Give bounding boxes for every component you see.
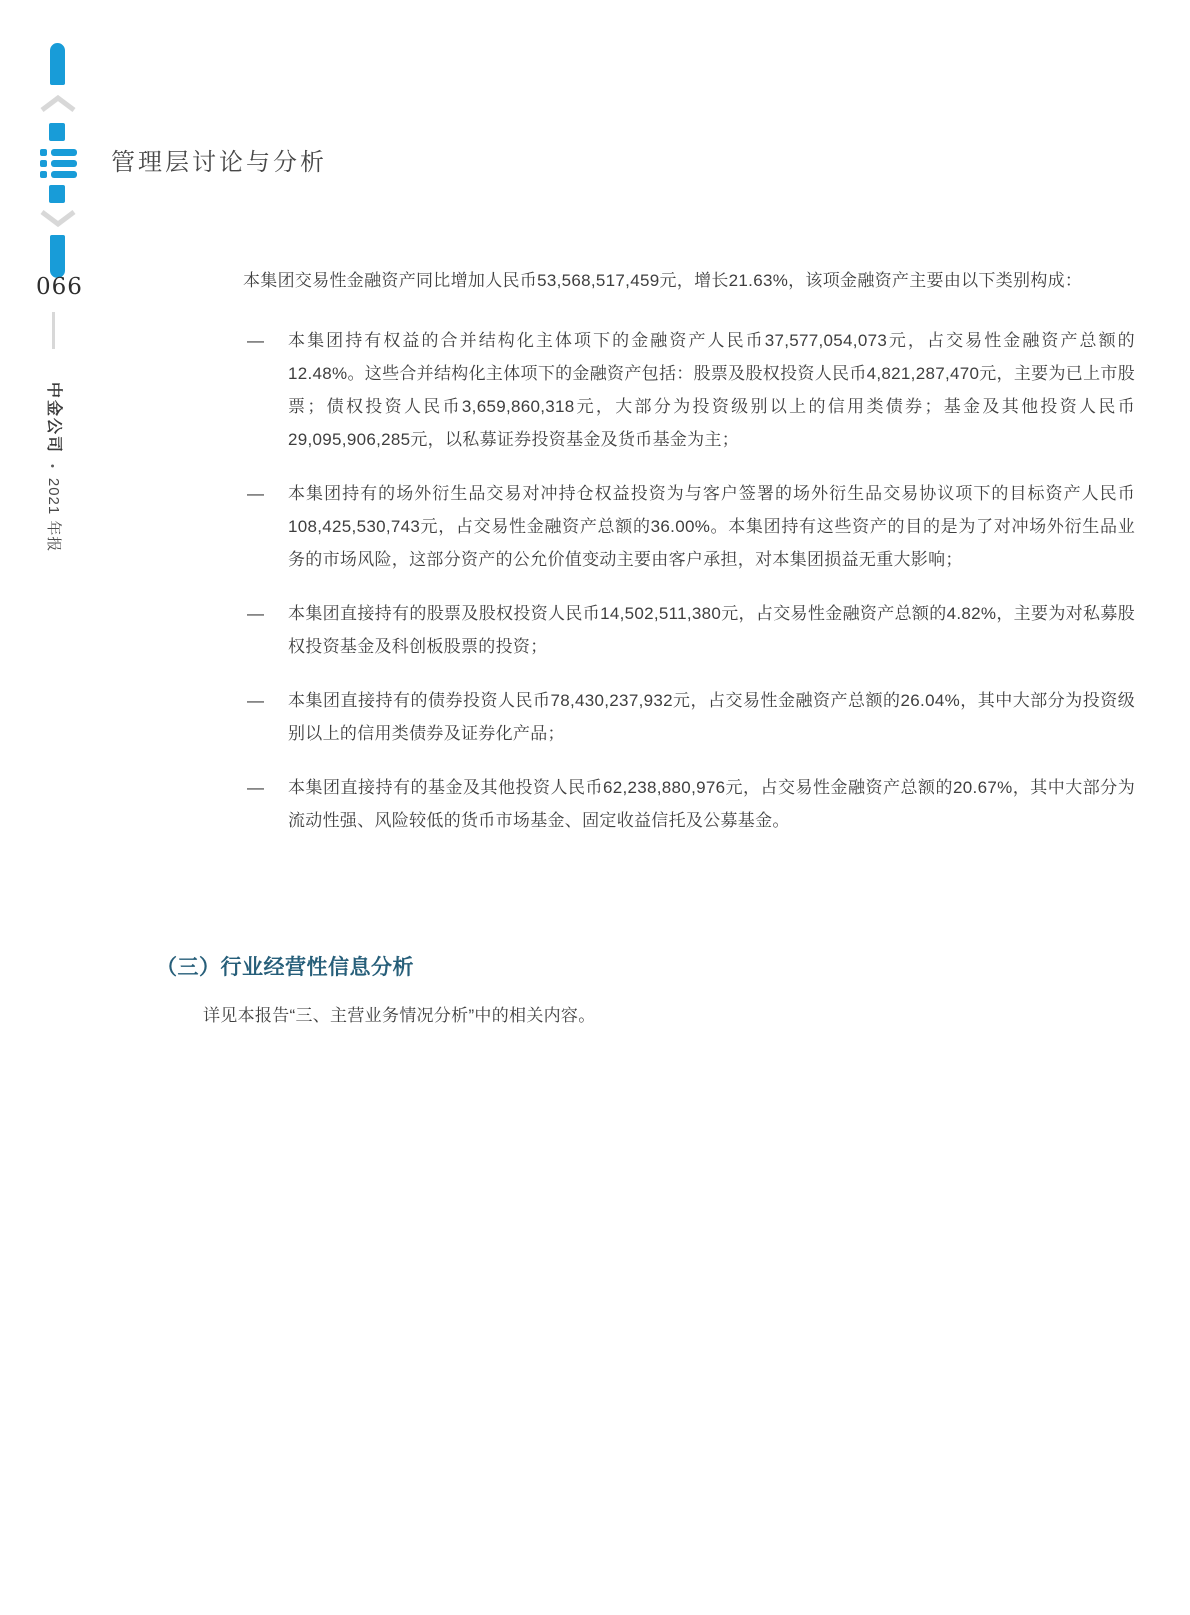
bullet-dash: — — [247, 604, 265, 623]
list-icon-dot — [40, 160, 47, 167]
list-icon-bar — [51, 171, 77, 178]
bullet-item — [243, 684, 1135, 750]
closing-paragraph: 详见本报告“三、主营业务情况分析”中的相关内容。 — [203, 1006, 596, 1025]
deco-square-bottom — [49, 185, 65, 203]
deco-square-top — [49, 123, 65, 141]
list-icon-row — [40, 171, 77, 178]
deco-bar-top — [50, 43, 65, 85]
spine-company-name: 中金公司 — [45, 382, 62, 455]
list-icon-row — [40, 149, 77, 156]
spine-text — [42, 382, 63, 552]
deco-bar-bottom — [50, 235, 65, 278]
list-icon-bar — [51, 160, 77, 167]
bullet-text: 本集团直接持有的基金及其他投资人民币62,238,880,976元，占交易性金融资产总额的20.67%，其中大部分为流动性强、风险较低的货币市场基金、固定收益信托及公募基金。 — [288, 778, 1135, 830]
bullet-item — [243, 771, 1135, 837]
bullet-text: 本集团持有的场外衍生品交易对冲持仓权益投资为与客户签署的场外衍生品交易协议项下的目标资产人民币108,425,530,743元，占交易性金融资产总额的36.00%。本集团持有这些资产的目的是为了对冲场外衍生品业务的市场风险，这部分资产的公允价值变动主要由客户承担，对本集团损益无重大影响； — [288, 484, 1135, 569]
list-icon — [40, 149, 77, 178]
bullet-dash: — — [247, 484, 265, 503]
bullet-dash: — — [247, 778, 265, 797]
list-icon-bar — [51, 149, 77, 156]
bullet-item — [243, 324, 1135, 456]
bullet-text: 本集团直接持有的债券投资人民币78,430,237,932元，占交易性金融资产总额的26.04%，其中大部分为投资级别以上的信用类债券及证券化产品； — [288, 691, 1135, 743]
bullet-item — [243, 477, 1135, 576]
bullet-dash: — — [247, 331, 265, 350]
page-number: 066 — [36, 274, 83, 300]
list-icon-dot — [40, 171, 47, 178]
section-heading: （三）行业经营性信息分析 — [156, 956, 414, 979]
bullet-text: 本集团持有权益的合并结构化主体项下的金融资产人民币37,577,054,073元，占交易性金融资产总额的12.48%。这些合并结构化主体项下的金融资产包括：股票及股权投资人民币4,821,287,470元，主要为已上市股票；债权投资人民币3,659,860,318元，大部分为投资级别以上的信用类债券；基金及其他投资人民币29,095,906,285元，以私募证券投资基金及货币基金为主； — [288, 331, 1135, 449]
chevron-down-icon — [39, 208, 77, 228]
page-number-divider — [52, 312, 55, 349]
spine-report-year: 2021 年报 — [45, 477, 62, 553]
chevron-up-icon — [39, 94, 77, 114]
body-content — [243, 264, 1135, 858]
list-icon-dot — [40, 149, 47, 156]
bullet-text: 本集团直接持有的股票及股权投资人民币14,502,511,380元，占交易性金融资产总额的4.82%，主要为对私募股权投资基金及科创板股票的投资； — [288, 604, 1135, 656]
intro-paragraph: 本集团交易性金融资产同比增加人民币53,568,517,459元，增长21.63%，该项金融资产主要由以下类别构成： — [243, 271, 1083, 290]
bullet-item — [243, 597, 1135, 663]
bullet-dash: — — [247, 691, 265, 710]
spine-separator-dot: • — [46, 464, 58, 468]
chapter-title: 管理层讨论与分析 — [111, 148, 327, 176]
list-icon-row — [40, 160, 77, 167]
